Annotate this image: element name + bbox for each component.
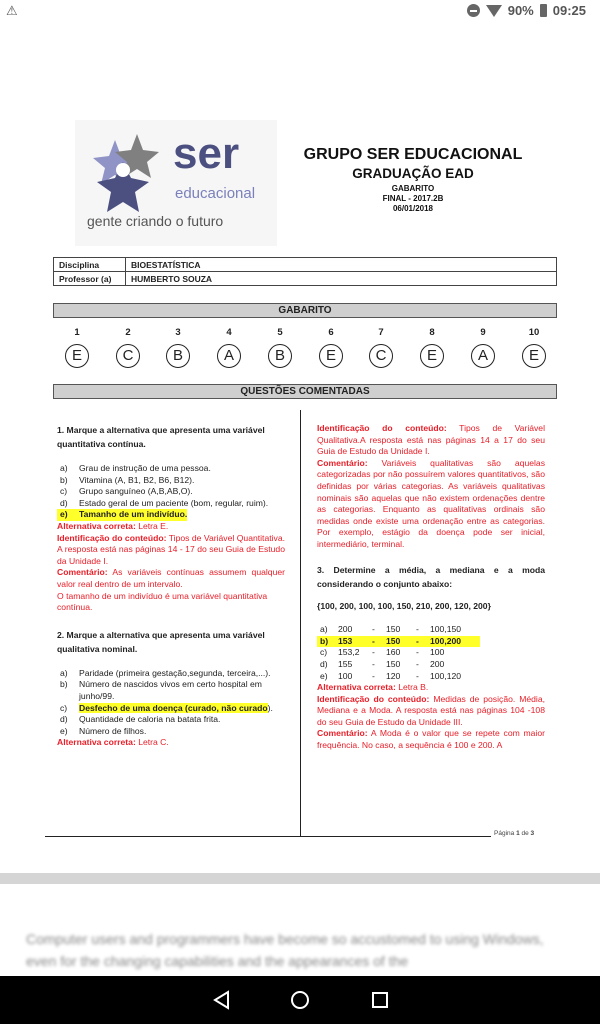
answer-item [311, 327, 351, 368]
answer-circle: C [369, 344, 393, 368]
exam-name: FINAL - 2017.2B [382, 194, 444, 203]
answer-circle: A [471, 344, 495, 368]
option-item: c) Desfecho de uma doença (curado, não curado). [60, 702, 273, 713]
question-number: 10 [528, 327, 540, 338]
q2-comment: Comentário: Variáveis qualitativas são aquelas categorizadas por não possuírem valores quantitativos, são definidas por várias categorias. As variáveis qualitativas nominais são aquelas que não existem ordenações dentre as categorias. Enquanto as qualitativas ordinais são medidas onde existe uma ordenação entre as categorias. Por exemplo, estágio da doença pode ser inicial, intermediário, terminal. [317, 457, 545, 549]
answer-circle: E [65, 344, 89, 368]
warning-icon: ⚠ [6, 3, 18, 18]
answer-circle: B [268, 344, 292, 368]
status-bar [0, 0, 600, 22]
option-item: d) 155 - 150 - 200 [320, 658, 445, 669]
answer-item [463, 327, 503, 368]
do-not-disturb-icon [467, 4, 480, 17]
wifi-icon [486, 5, 502, 17]
question-1-title: 1. Marque a alternativa que apresenta uma variável quantitativa contínua. [57, 425, 265, 449]
recents-icon[interactable] [368, 988, 392, 1012]
exam-date: 06/01/2018 [392, 204, 434, 213]
option-item: a) Paridade (primeira gestação,segunda, terceira,...). [60, 667, 271, 678]
back-icon[interactable] [210, 988, 234, 1012]
footer-rule [45, 836, 491, 837]
question-number: 5 [277, 327, 283, 338]
q3-answer: Alternativa correta: Letra B. [317, 682, 429, 693]
page-number: Página 1 de 3 [494, 830, 535, 837]
answer-circle: E [319, 344, 343, 368]
stars-logo-icon [75, 120, 277, 246]
q2-content-id: Identificação do conteúdo: Tipos de Variável Qualitativa.A resposta está nas páginas 14 a 17 do seu Guia de Estudo da Unidade I. [317, 423, 545, 457]
next-page-preview[interactable]: Computer users and programmers have become so accustomed to using Windows, even for the changing capabilities and the appearances of the [4, 884, 600, 976]
q1-answer: Alternativa correta: Letra E. [57, 520, 169, 531]
answer-circle: B [166, 344, 190, 368]
answer-item [412, 327, 452, 368]
column-divider [300, 410, 301, 837]
discipline-label: Disciplina [54, 258, 126, 272]
question-number: 1 [74, 327, 80, 338]
navigation-bar [0, 976, 600, 1024]
q2-answer: Alternativa correta: Letra C. [57, 737, 169, 748]
question-number: 2 [125, 327, 131, 338]
option-item: d) Estado geral de um paciente (bom, regular, ruim). [60, 497, 269, 508]
left-column [57, 423, 285, 749]
discipline-value: BIOESTATÍSTICA [126, 258, 557, 272]
option-item: d) Quantidade de caloria na batata frita. [60, 714, 221, 725]
clock: 09:25 [552, 3, 586, 18]
answer-circle: A [217, 344, 241, 368]
option-item: c) 153,2 - 160 - 100 [320, 647, 445, 658]
battery-icon [540, 4, 547, 17]
course-title: GRADUAÇÃO EAD [352, 166, 474, 181]
option-item: a) 200 - 150 - 100,150 [320, 624, 462, 635]
answer-item [260, 327, 300, 368]
q1-comment: Comentário: As variáveis contínuas assumem qualquer valor real dentro de um intervalo. [57, 567, 285, 589]
option-item: a) Grau de instrução de uma pessoa. [60, 463, 211, 473]
svg-text:educacional: educacional [175, 185, 256, 202]
option-item: e) 100 - 120 - 100,120 [320, 670, 462, 681]
answer-circle: E [522, 344, 546, 368]
option-item: e) Tamanho de um indivíduo. [57, 509, 187, 521]
question-number: 6 [328, 327, 334, 338]
q1-extra: O tamanho de um indivíduo é uma variável quantitativa contínua. [57, 590, 268, 613]
option-item: e) Número de filhos. [60, 725, 147, 736]
battery-percent: 90% [507, 3, 534, 18]
svg-text:ser: ser [173, 129, 240, 178]
answer-item [209, 327, 249, 368]
answer-item [158, 327, 198, 368]
question-number: 8 [429, 327, 435, 338]
answer-item [108, 327, 148, 368]
doc-type: GABARITO [391, 184, 435, 193]
q3-data-set: {100, 200, 100, 100, 150, 210, 200, 120, 200} [317, 600, 491, 611]
answer-circle: E [420, 344, 444, 368]
home-icon[interactable] [288, 988, 312, 1012]
answer-item [514, 327, 554, 368]
org-title: GRUPO SER EDUCACIONAL [303, 146, 523, 163]
q1-content-id: Identificação do conteúdo: Tipos de Variável Quantitativa. A resposta está nas páginas 14 - 17 do seu Guia de Estudo da Unidade I. [57, 532, 285, 566]
svg-text:gente criando o futuro: gente criando o futuro [87, 213, 224, 229]
info-table [53, 257, 557, 286]
question-2-title: 2. Marque a alternativa que apresenta uma variável qualitativa nominal. [57, 629, 265, 654]
q3-comment: Comentário: A Moda é o valor que se repete com maior frequência. No caso, a sequência é 100 e 200. A [317, 728, 545, 751]
option-item: b) Número de nascidos vivos em certo hospital em junho/99. [60, 679, 262, 701]
option-item: b) 153 - 150 - 100,200 [317, 636, 480, 648]
professor-value: HUMBERTO SOUZA [126, 272, 557, 286]
answer-item [57, 327, 97, 368]
professor-label: Professor (a) [54, 272, 126, 286]
question-number: 7 [378, 327, 384, 338]
option-item: c) Grupo sanguíneo (A,B,AB,O). [60, 486, 193, 497]
question-number: 3 [175, 327, 181, 338]
right-column [317, 423, 545, 752]
gabarito-heading: GABARITO [53, 303, 557, 318]
question-number: 9 [480, 327, 486, 338]
answer-item [361, 327, 401, 368]
document-header [290, 146, 536, 214]
option-item: b) Vitamina (A, B1, B2, B6, B12). [60, 474, 195, 485]
answer-circle: C [116, 344, 140, 368]
q3-content-id: Identificação do conteúdo: Medidas de posição. Média, Mediana e a Moda. A resposta está nas páginas 104 -108 do seu Guia de Estudo da Unidade III. [317, 693, 545, 727]
question-number: 4 [226, 327, 232, 338]
question-3-title: 3. Determine a média, a mediana e a moda considerando o conjunto abaixo: [317, 564, 545, 589]
page-separator [0, 873, 600, 884]
logo [75, 120, 277, 246]
section-heading: QUESTÕES COMENTADAS [53, 384, 557, 399]
